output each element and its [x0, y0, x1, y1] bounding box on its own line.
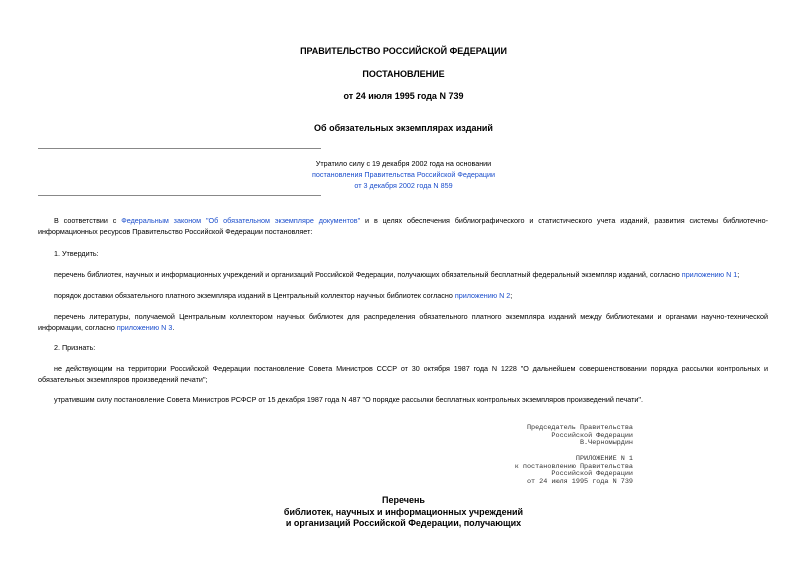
- status-line: Утратило силу с 19 декабря 2002 года на основании: [315, 159, 492, 168]
- list-subtitle-1: библиотек, научных и информационных учреждений: [283, 506, 524, 517]
- paragraph-delivery-order: [38, 291, 768, 302]
- document-date: от 24 июля 1995 года N 739: [343, 91, 464, 101]
- list-subtitle-2: и организаций Российской Федерации, получающих: [285, 518, 522, 528]
- appendix-3-link[interactable]: приложению N 3: [116, 322, 173, 332]
- list-title-block: [0, 495, 807, 530]
- paragraph-ussr-resolution: не действующим на территории Российской Федерации постановление Совета Министров СССР от 30 октября 1987 года N 1228 "О дальнейшем совершенствовании порядка рассылки контрольных и обязательных экземпляров произведений печати";: [38, 364, 768, 384]
- appendix-country: Российской Федерации: [551, 470, 633, 479]
- item-1-heading: 1. Утвердить:: [54, 249, 99, 258]
- repeal-link-date[interactable]: от 3 декабря 2002 года N 859: [354, 181, 453, 190]
- paragraph-end: ;: [510, 291, 513, 300]
- appendix-1-link[interactable]: приложению N 1: [681, 270, 738, 279]
- signature-country: Российской Федерации: [551, 431, 633, 440]
- paragraph-text: порядок доставки обязательного платного экземпляра изданий в Центральный коллектор научных библиотек согласно: [54, 291, 455, 300]
- appendix-reference: к постановлению Правительства: [514, 462, 633, 471]
- divider-top: [38, 148, 321, 149]
- appendix-date: от 24 июля 1995 года N 739: [526, 477, 633, 486]
- list-title: Перечень: [382, 495, 425, 505]
- item-2-heading: 2. Признать:: [54, 343, 96, 352]
- paragraph-end: ;: [737, 270, 740, 279]
- signature-block: [527, 425, 633, 448]
- signature-name: В.Черномырдин: [579, 439, 633, 448]
- signature-position: Председатель Правительства: [526, 424, 633, 432]
- appendix-number: ПРИЛОЖЕНИЕ N 1: [575, 455, 633, 463]
- appendix-2-link[interactable]: приложению N 2: [454, 291, 511, 300]
- appendix-block: [515, 456, 633, 486]
- federal-law-link[interactable]: Федеральным законом "Об обязательном экземпляре документов": [121, 216, 361, 225]
- paragraph-text: перечень библиотек, научных и информационных учреждений и организаций Российской Федерации, получающих обязательный бесплатный федеральный экземпляр изданий, согласно: [54, 270, 682, 279]
- doctype-heading: ПОСТАНОВЛЕНИЕ: [362, 69, 445, 79]
- paragraph-text: перечень литературы, получаемой Центральным коллектором научных библиотек для распределения обязательного платного экземпляра изданий между библиотеками и органами научно-технической информации, согласно: [38, 312, 768, 332]
- paragraph-end: .: [172, 322, 175, 332]
- divider-bottom: [38, 195, 321, 196]
- paragraph-list-libraries: [38, 270, 768, 281]
- org-heading: ПРАВИТЕЛЬСТВО РОССИЙСКОЙ ФЕДЕРАЦИИ: [300, 46, 507, 56]
- document-title: Об обязательных экземплярах изданий: [314, 123, 493, 133]
- paragraph-rsfsr-resolution: утратившим силу постановление Совета Министров РСФСР от 15 декабря 1987 года N 487 "О порядке рассылки бесплатных контрольных экземпляров произведений печати".: [54, 395, 643, 404]
- intro-text-end: и в целях обеспечения библиографического и статистического учета изданий, развития системы библиотечно-информационных ресурсов Правительство Российской Федерации постановляет:: [38, 216, 769, 236]
- paragraph-literature-list: [38, 312, 768, 333]
- repeal-link[interactable]: постановления Правительства Российской Федерации: [311, 170, 496, 179]
- intro-text-start: В соответствии с: [54, 216, 122, 225]
- intro-paragraph: [38, 216, 768, 237]
